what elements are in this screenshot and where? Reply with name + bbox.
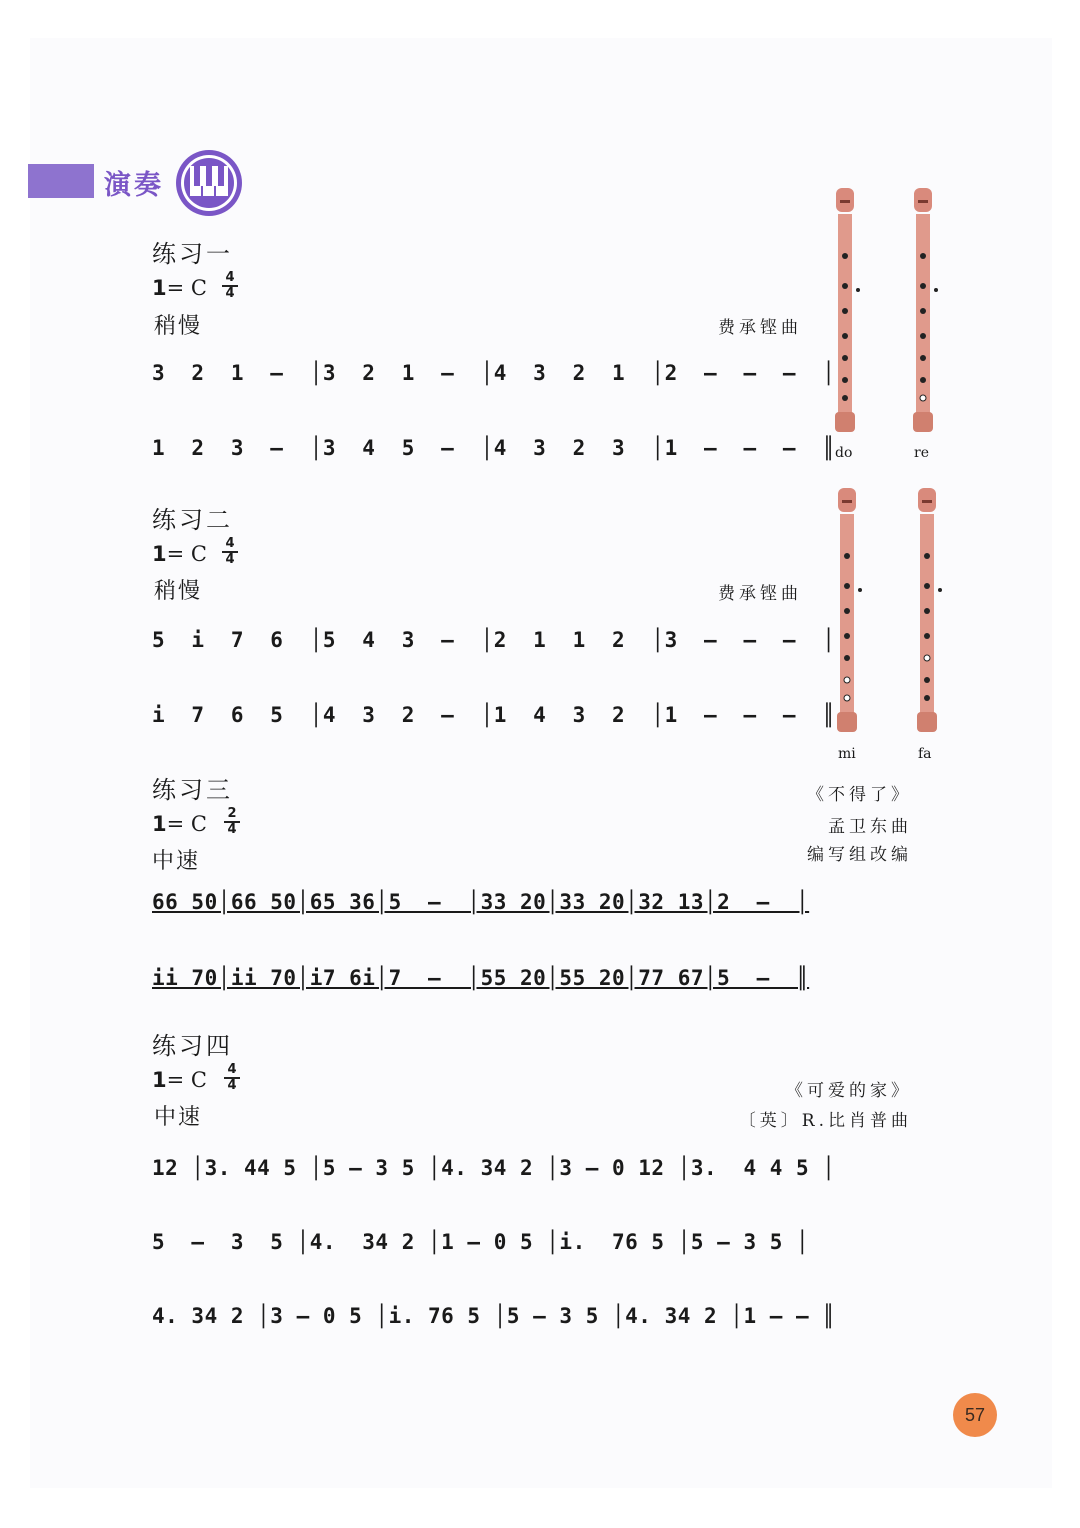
- exercise-4-composer: 〔英〕R.比肖普曲: [738, 1111, 912, 1131]
- fingering-label-fa: fa: [918, 746, 932, 762]
- exercise-4-tempo: 中速: [154, 1105, 203, 1130]
- exercise-3-time-signature: 2 4: [224, 808, 240, 836]
- fingering-label-mi: mi: [838, 746, 856, 762]
- exercise-2-key: 1= C: [152, 542, 207, 566]
- recorder-fa-icon: [910, 486, 946, 736]
- exercise-1-composer: 费承铿曲: [718, 318, 802, 338]
- exercise-1-title: 练习一: [152, 240, 233, 268]
- page-number: 57: [953, 1393, 997, 1437]
- exercise-3-tempo: 中速: [152, 849, 201, 874]
- exercise-2-composer: 费承铿曲: [718, 584, 802, 604]
- exercise-2-tempo: 稍慢: [154, 579, 203, 604]
- exercise-4-line-2: 5 – 3 5 │4. 34 2 │1 – 0 5 │i. 76 5 │5 – 3 5 │: [152, 1230, 810, 1254]
- piano-keys-icon: [174, 148, 244, 218]
- exercise-1-key: 1= C: [152, 276, 207, 300]
- exercise-4-title: 练习四: [152, 1032, 233, 1060]
- recorder-re-icon: [906, 186, 942, 436]
- exercise-4-line-1: 12 │3. 44 5 │5 – 3 5 │4. 34 2 │3 – 0 12 │3. 4 4 5 │: [152, 1156, 836, 1180]
- exercise-2-time-signature: 4 4: [222, 538, 238, 566]
- exercise-1-line-2: 1 2 3 – │3 4 5 – │4 3 2 3 │1 – – – ║: [152, 436, 836, 460]
- exercise-4-line-3: 4. 34 2 │3 – 0 5 │i. 76 5 │5 – 3 5 │4. 34 2 │1 – – ║: [152, 1304, 836, 1328]
- exercise-2-line-2: i 7 6 5 │4 3 2 – │1 4 3 2 │1 – – – ║: [152, 703, 836, 727]
- exercise-4-time-signature: 4 4: [224, 1064, 240, 1092]
- exercise-3-arranger: 编写组改编: [807, 845, 912, 865]
- exercise-3-title: 练习三: [152, 776, 233, 804]
- exercise-3-composer: 孟卫东曲: [828, 817, 912, 837]
- recorder-do-icon: [828, 186, 864, 436]
- fingering-label-re: re: [914, 445, 929, 461]
- exercise-3-line-2: ii 70│ii 70│i7 6i│7 – │55 20│55 20│77 67│5 – ║: [152, 966, 810, 990]
- exercise-3-line-1: 66 50│66 50│65 36│5 – │33 20│33 20│32 13│2 – │: [152, 890, 810, 914]
- exercise-4-key: 1= C: [152, 1068, 207, 1092]
- exercise-4-song-title: 《可爱的家》: [786, 1081, 912, 1101]
- exercise-3-key: 1= C: [152, 812, 207, 836]
- exercise-1-line-1: 3 2 1 – │3 2 1 – │4 3 2 1 │2 – – – │: [152, 361, 836, 385]
- recorder-mi-icon: [830, 486, 866, 736]
- section-title: 演奏: [104, 170, 164, 201]
- exercise-2-line-1: 5 i 7 6 │5 4 3 – │2 1 1 2 │3 – – – │: [152, 628, 836, 652]
- exercise-2-title: 练习二: [152, 506, 233, 534]
- exercise-1-tempo: 稍慢: [154, 314, 203, 339]
- section-banner-bar: [28, 164, 94, 198]
- exercise-3-song-title: 《不得了》: [807, 785, 912, 805]
- fingering-label-do: do: [835, 445, 853, 461]
- exercise-1-time-signature: 4 4: [222, 272, 238, 300]
